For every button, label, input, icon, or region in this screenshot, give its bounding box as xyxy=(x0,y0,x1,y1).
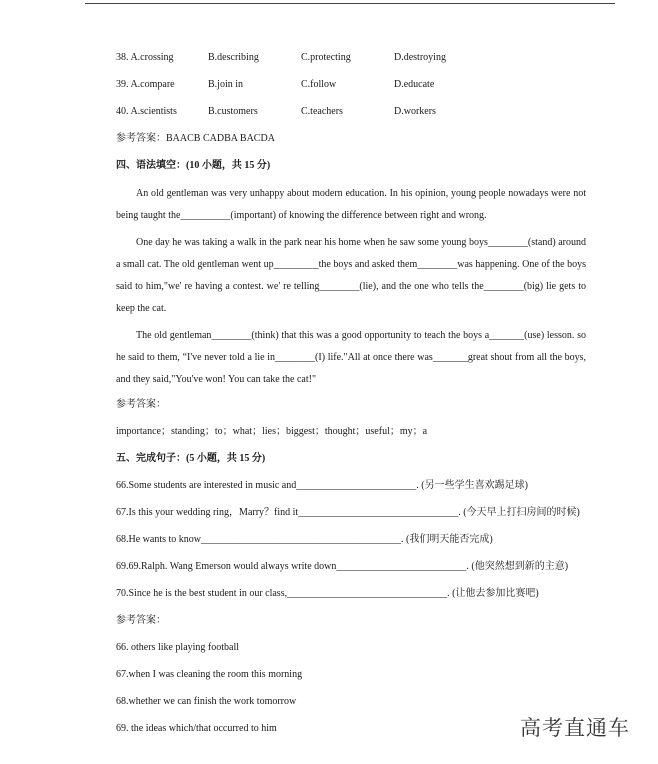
sentence-69: 69.69.Ralph. Wang Emerson would always write down__________________________. (他突然想到新的主意) xyxy=(116,561,569,573)
answer-66: 66. others like playing football xyxy=(116,642,240,654)
sentence-66: 66.Some students are interested in music and________________________. (另一些学生喜欢踢足球) xyxy=(116,480,528,492)
option-d: D.workers xyxy=(394,106,436,117)
option-c: C.follow xyxy=(301,79,337,90)
passage-paragraph-3: The old gentleman________(think) that this was a good opportunity to teach the boys a_______(use) lesson. so he said to them, “I've never told a lie in________(I) life."All at once there was_______great shout from all the boys, and they said,"You've won! You can take the cat!" xyxy=(116,330,586,385)
answer-69: 69. the ideas which/that occurred to him xyxy=(116,723,277,735)
option-a: 38. A.crossing xyxy=(116,52,174,63)
option-b: B.join in xyxy=(208,79,244,90)
passage-paragraph-1: An old gentleman was very unhappy about modern education. In his opinion, young people nowadays were not being taught the__________(important) of knowing the difference between right and wrong. xyxy=(116,188,586,221)
option-d: D.destroying xyxy=(394,52,446,63)
option-row-39 xyxy=(116,75,586,102)
answer-key-3-label: 参考答案： xyxy=(116,615,166,627)
sentence-68: 68.He wants to know________________________________________. (我们明天能否完成) xyxy=(116,534,493,546)
watermark-logo: 高考直通车 xyxy=(520,716,630,740)
option-row-38 xyxy=(116,48,586,75)
document-page xyxy=(116,48,586,746)
passage-paragraph-2: One day he was taking a walk in the park near his home when he saw some young boys________(stand) around a small cat. The old gentleman went up_________the boys and asked them________was happening. One of the boys said to him,"we' re having a contest. we' re telling________(lie), and the one who tells the________(big) lie gets to keep the cat. xyxy=(116,237,586,314)
answer-key-1: 参考答案：BAACB CADBA BACDA xyxy=(116,133,275,144)
option-a: 39. A.compare xyxy=(116,79,175,90)
sentence-70: 70.Since he is the best student in our class,________________________________. (让他去参加比赛吧) xyxy=(116,588,539,600)
section-5-heading: 五、完成句子：(5 小题，共 15 分) xyxy=(116,453,266,465)
option-b: B.customers xyxy=(208,106,258,117)
option-b: B.describing xyxy=(208,52,259,63)
option-d: D.educate xyxy=(394,79,435,90)
option-c: C.protecting xyxy=(301,52,351,63)
option-row-40 xyxy=(116,102,586,129)
answer-68: 68.whether we can finish the work tomorrow xyxy=(116,696,297,708)
sentence-67: 67.Is this your wedding ring，Marry？find it________________________________. (今天早上打扫房间的时候) xyxy=(116,507,580,519)
section-4-heading: 四、语法填空：(10 小题，共 15 分) xyxy=(116,160,271,171)
header-rule xyxy=(85,3,615,4)
option-a: 40. A.scientists xyxy=(116,106,177,117)
answer-67: 67.when I was cleaning the room this morning xyxy=(116,669,303,681)
answer-key-2: importance；standing；to；what；lies；biggest；thought；useful；my；a xyxy=(116,426,428,438)
answer-key-2-label: 参考答案： xyxy=(116,399,166,411)
option-c: C.teachers xyxy=(301,106,343,117)
